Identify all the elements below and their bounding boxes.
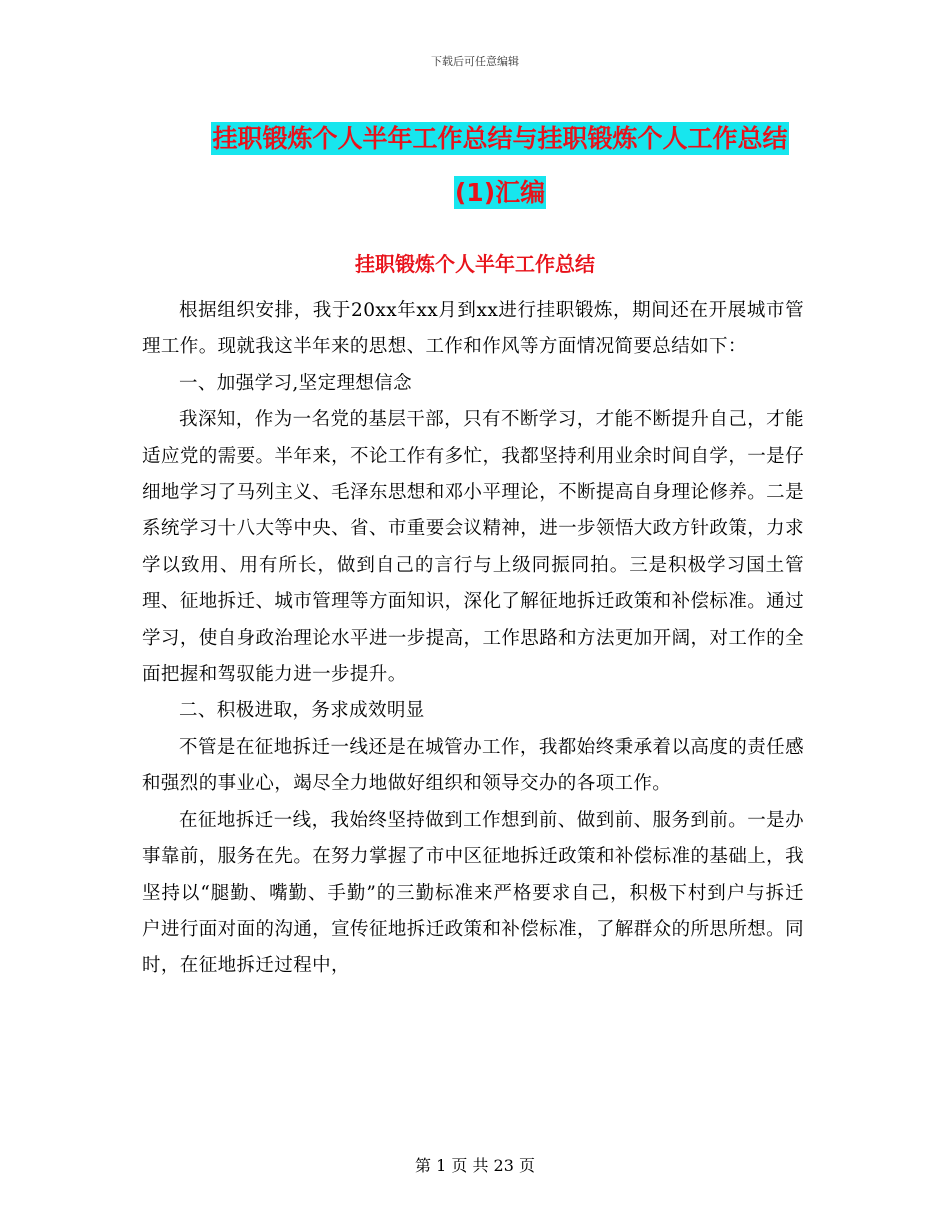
section-title: 挂职锻炼个人半年工作总结 [355, 252, 595, 276]
document-title-line-1: 挂职锻炼个人半年工作总结与挂职锻炼个人工作总结 [212, 124, 788, 153]
header-note: 下载后可任意编辑 [431, 55, 519, 68]
document-title-line-2: (1)汇编 [454, 178, 546, 207]
heading-progress: 二、积极进取，务求成效明显 [179, 700, 425, 722]
paragraph-intro: 根据组织安排，我于20xx年xx月到xx进行挂职锻炼，期间还在开展城市管理工作。现就我这半年来的思想、工作和作风等方面情况简要总结如下： [142, 300, 804, 358]
paragraph-progress: 不管是在征地拆迁一线还是在城管办工作，我都始终秉承着以高度的责任感和强烈的事业心，竭尽全力地做好组织和领导交办的各项工作。 [142, 736, 804, 795]
paragraph-frontline: 在征地拆迁一线，我始终坚持做到工作想到前、做到前、服务到前。一是办事靠前，服务在先。在努力掌握了市中区征地拆迁政策和补偿标准的基础上，我坚持以“腿勤、嘴勤、手勤”的三勤标准来严格要求自己，积极下村到户与拆迁户进行面对面的沟通，宣传征地拆迁政策和补偿标准，了解群众的所思所想。同时，在征地拆迁过程中， [142, 809, 804, 977]
paragraph-study: 我深知，作为一名党的基层干部，只有不断学习，才能不断提升自己，才能适应党的需要。半年来，不论工作有多忙，我都坚持利用业余时间自学，一是仔细地学习了马列主义、毛泽东思想和邓小平理论，不断提高自身理论修养。二是系统学习十八大等中央、省、市重要会议精神，进一步领悟大政方针政策，力求学以致用、用有所长，做到自己的言行与上级同振同拍。三是积极学习国土管理、征地拆迁、城市管理等方面知识，深化了解征地拆迁政策和补偿标准。通过学习，使自身政治理论水平进一步提高，工作思路和方法更加开阔，对工作的全面把握和驾驭能力进一步提升。 [142, 409, 804, 686]
page-footer: 第 1 页 共 23 页 [415, 1156, 535, 1175]
document-title [150, 112, 850, 220]
document-body [142, 293, 804, 985]
heading-study: 一、加强学习,坚定理想信念 [179, 372, 413, 394]
